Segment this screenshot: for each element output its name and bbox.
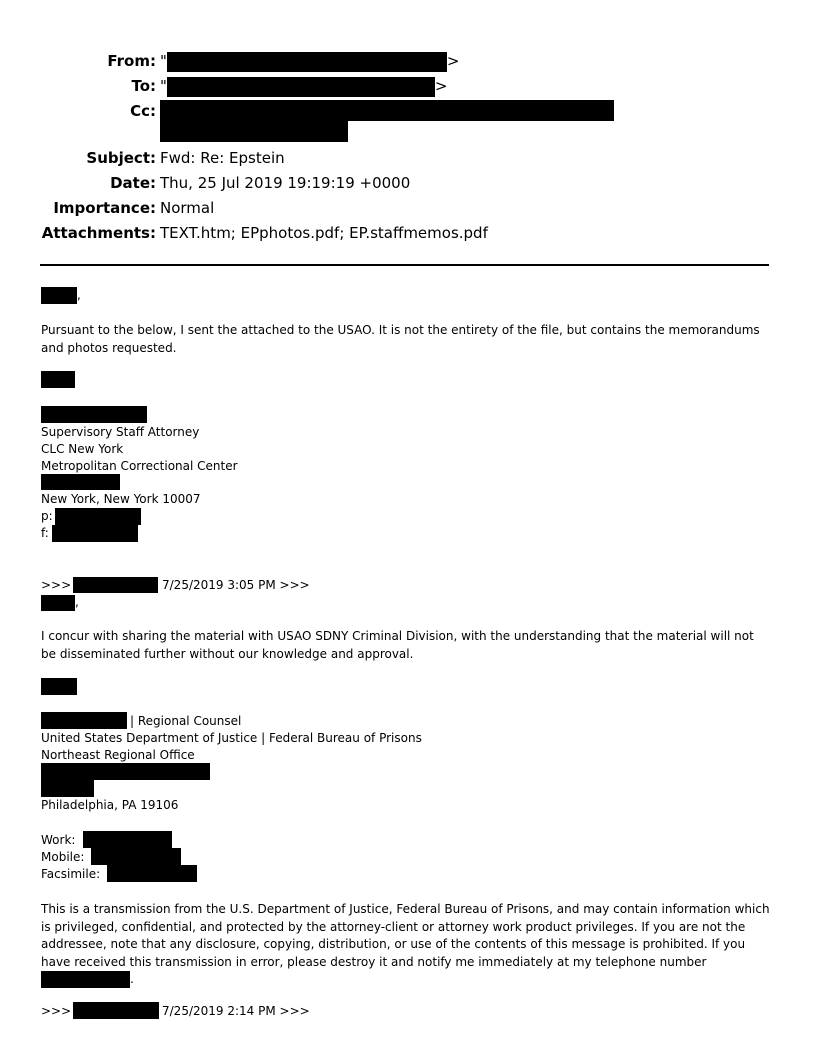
redaction-bar (160, 100, 614, 121)
redaction-bar (73, 1002, 159, 1019)
signature-city: New York, New York 10007 (41, 492, 201, 506)
disclaimer-period: . (130, 972, 134, 986)
attachments-value[interactable]: TEXT.htm; EPphotos.pdf; EP.staffmemos.pdf (160, 224, 488, 242)
subject-value: Fwd: Re: Epstein (160, 149, 285, 167)
signature-office: CLC New York (41, 442, 124, 456)
redaction-bar (73, 577, 158, 593)
redaction-bar (107, 865, 197, 882)
attachments-row (0, 222, 816, 244)
redaction-bar (91, 848, 181, 865)
message-paragraph: Pursuant to the below, I sent the attached to the USAO. It is not the entirety of the file, but contains the memorandums and photos requested. (41, 323, 760, 355)
redaction-bar (41, 406, 147, 423)
redaction-bar (41, 712, 127, 729)
signature-facility: Metropolitan Correctional Center (41, 459, 238, 473)
attachments-label: Attachments: (41, 224, 156, 242)
date-label: Date: (110, 174, 156, 192)
redaction-bar (41, 474, 120, 490)
from-row (0, 50, 816, 72)
from-close: > (446, 52, 460, 70)
importance-row (0, 197, 816, 219)
facsimile-label: Facsimile: (41, 867, 101, 881)
signature-department: United States Department of Justice | Federal Bureau of Prisons (41, 731, 422, 745)
signature-office: Northeast Regional Office (41, 748, 195, 762)
quote-header (41, 577, 71, 594)
redaction-bar (41, 287, 77, 304)
redaction-bar (167, 77, 435, 97)
importance-value: Normal (160, 199, 215, 217)
from-value (160, 50, 459, 72)
redaction-bar (52, 525, 138, 542)
from-quote: " (160, 52, 167, 70)
header-divider (40, 264, 769, 266)
signature-city: Philadelphia, PA 19106 (41, 798, 179, 812)
signature-title: Supervisory Staff Attorney (41, 425, 200, 439)
to-close: > (434, 77, 448, 95)
quote-prefix: >>> (41, 578, 72, 592)
redaction-bar (41, 678, 77, 695)
subject-label: Subject: (86, 149, 156, 167)
signature-fax (41, 525, 49, 542)
quote2-timestamp: 7/25/2019 2:14 PM >>> (162, 1004, 310, 1018)
redaction-bar (167, 52, 447, 72)
to-quote: " (160, 77, 167, 95)
to-value (160, 75, 447, 97)
work-phone-label: Work: (41, 833, 76, 847)
subject-row (0, 147, 816, 169)
quote-greeting (41, 594, 79, 611)
date-row (0, 172, 816, 194)
date-value: Thu, 25 Jul 2019 19:19:19 +0000 (160, 174, 411, 192)
quote-paragraph: I concur with sharing the material with USAO SDNY Criminal Division, with the understanding that the material will not be disseminated further without our knowledge and approval. (41, 629, 754, 661)
greeting (41, 287, 81, 304)
redaction-bar (83, 831, 172, 848)
fax-label: f: (41, 526, 49, 540)
phone-label: p: (41, 509, 53, 523)
quote-greeting-comma: , (75, 595, 79, 609)
mobile-phone-label: Mobile: (41, 850, 85, 864)
redaction-bar (41, 763, 210, 780)
from-label: From: (107, 52, 156, 70)
disclaimer (41, 901, 771, 989)
redaction-bar (160, 121, 348, 142)
redaction-bar (41, 780, 94, 797)
cc-label: Cc: (130, 102, 156, 120)
redaction-bar (41, 371, 75, 388)
quote2-prefix: >>> (41, 1004, 72, 1018)
signature-role: | Regional Counsel (130, 714, 242, 728)
quote-timestamp: 7/25/2019 3:05 PM >>> (162, 578, 310, 592)
redaction-bar (55, 508, 141, 525)
signature-phone (41, 508, 53, 525)
importance-label: Importance: (53, 199, 156, 217)
quote2-header (41, 1003, 71, 1020)
redaction-bar (41, 971, 130, 988)
to-label: To: (131, 77, 156, 95)
redaction-bar (41, 595, 75, 611)
greeting-comma: , (77, 288, 81, 302)
disclaimer-text: This is a transmission from the U.S. Department of Justice, Federal Bureau of Prisons, and may contain information which is privileged, confidential, and protected by the attorney-client or attorney work product privileges. If you are not the addressee, note that any disclosure, copying, distribution, or use of the contents of this message is prohibited. If you have received this transmission in error, please destroy it and notify me immediately at my telephone number (41, 902, 770, 969)
to-row (0, 75, 816, 97)
